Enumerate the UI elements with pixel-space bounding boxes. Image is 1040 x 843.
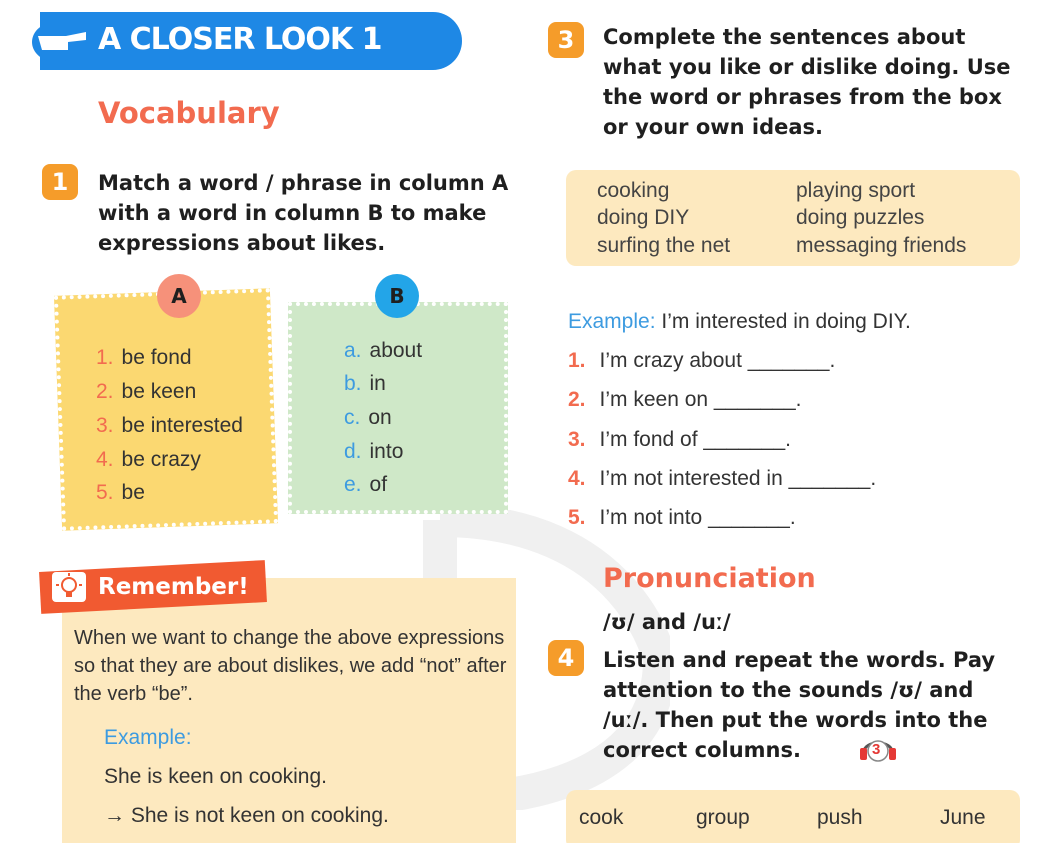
- sentence-item: 3. I’m fond of _______.: [568, 428, 791, 451]
- sentence-item: 1. I’m crazy about _______.: [568, 349, 836, 372]
- page-title: A CLOSER LOOK 1: [98, 22, 382, 57]
- phrase-item: surfing the net: [597, 234, 731, 257]
- phrase-item: doing puzzles: [796, 206, 925, 229]
- vocabulary-heading: Vocabulary: [98, 96, 280, 130]
- pointing-hand-icon: [30, 18, 90, 64]
- phrase-item: doing DIY: [597, 206, 690, 229]
- column-a-item: 3. be interested: [96, 414, 243, 437]
- column-b-item: d. into: [344, 440, 404, 463]
- column-a-label: A: [157, 274, 201, 318]
- task-1-badge: 1: [42, 164, 78, 200]
- column-b-box: [288, 302, 508, 514]
- phrase-item: playing sport: [796, 179, 916, 202]
- column-a-item: 5. be: [96, 481, 145, 504]
- remember-example-1: She is keen on cooking.: [104, 765, 327, 788]
- headphones-icon[interactable]: [858, 734, 898, 764]
- task-3-badge: 3: [548, 22, 584, 58]
- word-item: June: [940, 806, 986, 829]
- remember-heading: Remember!: [98, 574, 249, 600]
- task-4-instruction: Listen and repeat the words. Pay attention to the sounds /ʊ/ and /uː/. Then put the words into the correct columns.: [603, 648, 996, 762]
- phrase-item: cooking: [597, 179, 670, 202]
- column-a-item: 4. be crazy: [96, 448, 201, 471]
- column-b-item: b. in: [344, 372, 386, 395]
- lightbulb-icon: [52, 572, 86, 602]
- task-4-badge: 4: [548, 640, 584, 676]
- remember-example-2: → She is not keen on cooking.: [104, 804, 389, 827]
- task-1-instruction: Match a word / phrase in column A with a word in column B to make expressions about likes.: [98, 171, 509, 255]
- word-item: push: [817, 806, 863, 829]
- audio-track-number: 3: [872, 741, 881, 758]
- remember-text: When we want to change the above expressions so that they are about dislikes, we add “not” after the verb “be”.: [74, 627, 507, 705]
- column-a-item: 2. be keen: [96, 380, 197, 403]
- sentence-item: 4. I’m not interested in _______.: [568, 467, 877, 490]
- task-3-instruction: Complete the sentences about what you like or dislike doing. Use the word or phrases from the box or your own ideas.: [603, 25, 1011, 139]
- column-a-item: 1. be fond: [96, 346, 192, 369]
- task-3-example: Example: I’m interested in doing DIY.: [568, 310, 911, 333]
- column-a-box: [54, 288, 278, 530]
- pronunciation-heading: Pronunciation: [603, 563, 816, 594]
- sentence-item: 2. I’m keen on _______.: [568, 388, 802, 411]
- phrase-item: messaging friends: [796, 234, 967, 257]
- column-b-item: a. about: [344, 339, 423, 362]
- column-b-item: e. of: [344, 473, 388, 496]
- remember-example-label: Example:: [104, 726, 192, 749]
- column-b-item: c. on: [344, 406, 392, 429]
- sentence-item: 5. I’m not into _______.: [568, 506, 796, 529]
- word-item: group: [696, 806, 750, 829]
- column-b-label: B: [375, 274, 419, 318]
- word-item: cook: [579, 806, 624, 829]
- pronunciation-subtitle: /ʊ/ and /uː/: [603, 610, 731, 634]
